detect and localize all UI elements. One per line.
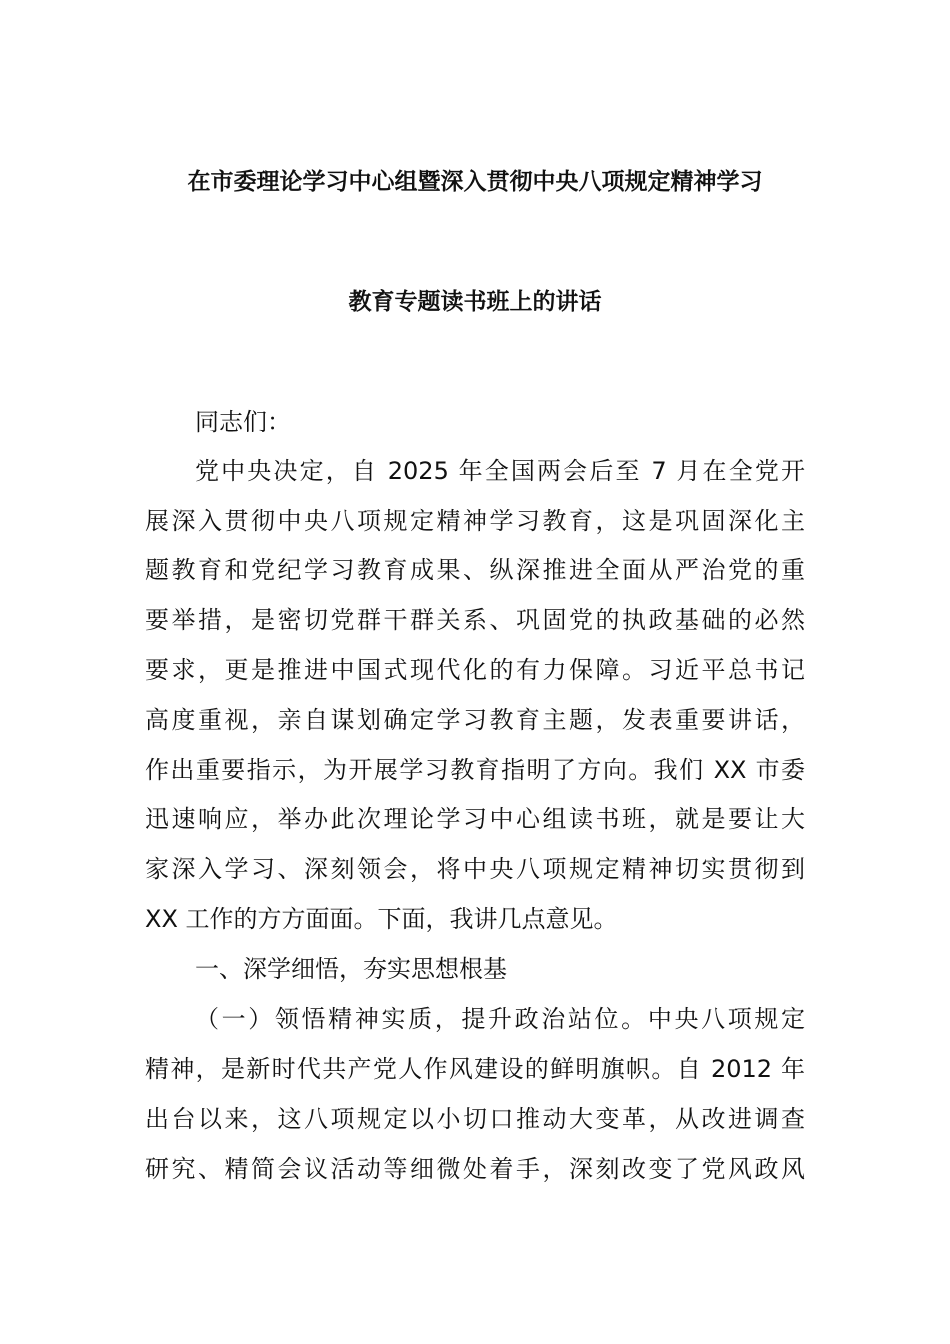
paragraph-line: 要求，更是推进中国式现代化的有力保障。习近平总书记 <box>145 656 805 684</box>
paragraph-line: 家深入学习、深刻领会，将中央八项规定精神切实贯彻到 <box>145 855 805 883</box>
paragraph-line: 高度重视，亲自谋划确定学习教育主题，发表重要讲话， <box>145 706 805 734</box>
paragraph-line: 研究、精简会议活动等细微处着手，深刻改变了党风政风 <box>145 1155 805 1183</box>
paragraph-line: 作出重要指示，为开展学习教育指明了方向。我们 XX 市委 <box>145 756 805 784</box>
paragraph-line: 出台以来，这八项规定以小切口推动大变革，从改进调查 <box>145 1105 805 1133</box>
paragraph-line: 题教育和党纪学习教育成果、纵深推进全面从严治党的重 <box>145 556 805 584</box>
section-heading: 一、深学细悟，夯实思想根基 <box>195 955 507 983</box>
paragraph-line: 党中央决定，自 2025 年全国两会后至 7 月在全党开 <box>195 457 805 485</box>
salutation: 同志们： <box>195 408 291 436</box>
paragraph-line: XX 工作的方方面面。下面，我讲几点意见。 <box>145 905 618 933</box>
document-title-line-2: 教育专题读书班上的讲话 <box>348 289 602 315</box>
paragraph-line: 要举措，是密切党群干群关系、巩固党的执政基础的必然 <box>145 606 805 634</box>
document-title-line-1: 在市委理论学习中心组暨深入贯彻中央八项规定精神学习 <box>187 169 763 195</box>
paragraph-line: 迅速响应，举办此次理论学习中心组读书班，就是要让大 <box>145 805 805 833</box>
subsection-heading-line: （一）领悟精神实质，提升政治站位。中央八项规定 <box>195 1005 805 1033</box>
paragraph-line: 展深入贯彻中央八项规定精神学习教育，这是巩固深化主 <box>145 507 805 535</box>
paragraph-line: 精神，是新时代共产党人作风建设的鲜明旗帜。自 2012 年 <box>145 1055 805 1083</box>
